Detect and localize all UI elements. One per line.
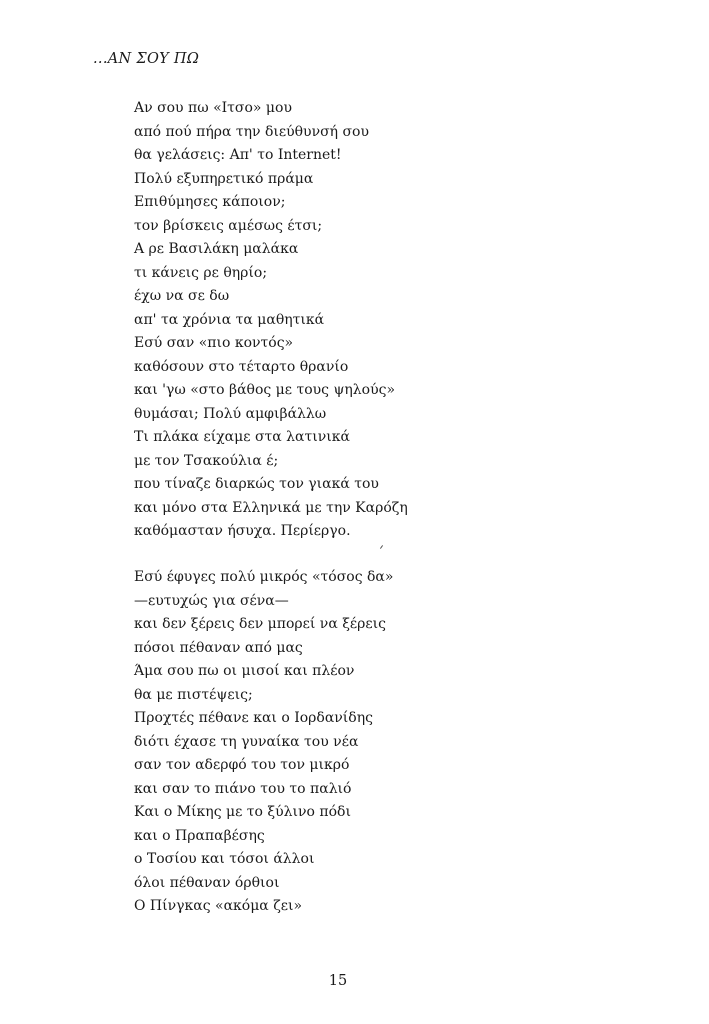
poem-line: —ευτυχώς για σένα— [134, 592, 289, 609]
poem-line: που τίναζε διαρκώς τον γιακά του [134, 476, 379, 492]
poem-line: Και ο Μίκης με το ξύλινο πόδι [134, 804, 351, 820]
stanza-2 [134, 566, 393, 919]
page-number: 15 [328, 973, 348, 989]
poem-line: τι κάνεις ρε θηρίο; [134, 264, 268, 281]
poem-line: Αν σου πω «Ιτσο» μου [134, 100, 292, 116]
poem-line: και μόνο στα Ελληνικά με την Καρόζη [134, 499, 408, 516]
poem-line: απ' τα χρόνια τα μαθητικά [134, 311, 325, 328]
poem-line: Άμα σου πω οι μισοί και πλέον [134, 663, 355, 679]
poem-line: και ο Πραπαβέσης [134, 827, 265, 844]
poem-line: και σαν το πιάνο του το παλιό [134, 780, 352, 797]
poem-line: όλοι πέθαναν όρθιοι [134, 874, 280, 891]
poem-line: έχω να σε δω [134, 288, 230, 304]
poem-line: θα γελάσεις: Απ' το Internet! [134, 147, 342, 163]
poem-line: διότι έχασε τη γυναίκα του νέα [134, 733, 359, 750]
poem-line: Α ρε Βασιλάκη μαλάκα [134, 241, 299, 257]
poem-line: Τι πλάκα είχαμε στα λατινικά [134, 429, 350, 445]
poem-line: θυμάσαι; Πολύ αμφιβάλλω [134, 405, 327, 422]
poem-line: πόσοι πέθαναν από μας [134, 639, 303, 656]
poem-line: καθόμασταν ήσυχα. Περίεργο. [134, 523, 351, 539]
poem-line: Πολύ εξυπηρετικό πράμα [134, 170, 314, 187]
poem-line: καθόσουν στο τέταρτο θρανίο [134, 358, 349, 375]
poem-line: από πού πήρα την διεύθυνσή σου [134, 123, 369, 140]
poem-line: σαν τον αδερφό του τον μικρό [134, 757, 350, 773]
page-title: ...ΑΝ ΣΟΥ ΠΩ [93, 51, 200, 67]
stanza-1 [134, 97, 408, 544]
poem-line: θα με πιστέψεις; [134, 686, 253, 703]
poem-line: τον βρίσκεις αμέσως έτσι; [134, 217, 323, 234]
poem-line: Ο Πίνγκας «ακόμα ζει» [134, 898, 303, 914]
poem-line: Προχτές πέθανε και ο Ιορδανίδης [134, 710, 373, 726]
poem-line: Εσύ έφυγες πολύ μικρός «τόσος δα» [134, 569, 394, 585]
poem-line: και δεν ξέρεις δεν μπορεί να ξέρεις [134, 616, 386, 632]
poem-line: Εσύ σαν «πιο κοντός» [134, 335, 294, 351]
stray-mark [380, 545, 383, 549]
poem-line: ο Τοσίου και τόσοι άλλοι [134, 851, 315, 867]
poem-line: με τον Τσακούλια έ; [134, 452, 279, 469]
poem-line: Επιθύμησες κάποιον; [134, 194, 286, 210]
poem-line: και 'γω «στο βάθος με τους ψηλούς» [134, 382, 396, 398]
